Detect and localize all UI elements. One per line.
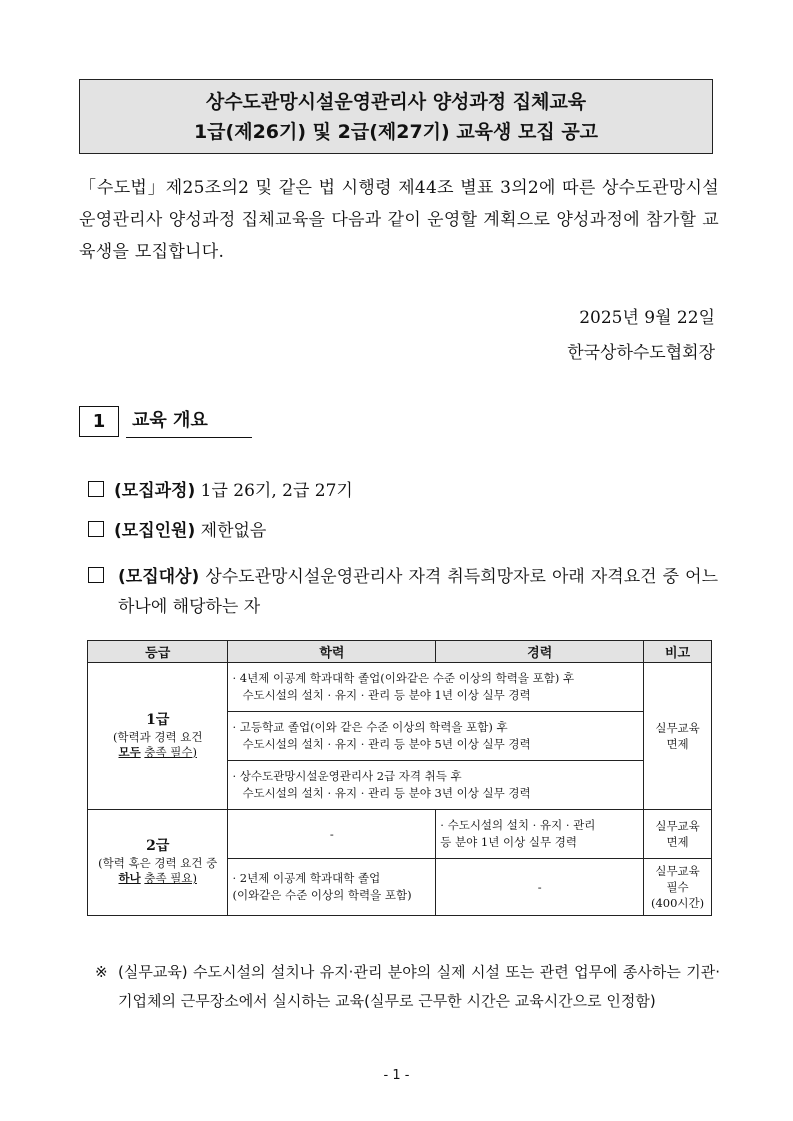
title-line-2: 1급(제26기) 및 2급(제27기) 교육생 모집 공고 (193, 121, 599, 143)
grade2-note-1 (644, 810, 712, 859)
grade1-req-3 (228, 761, 644, 810)
grade2-edu-1: - (228, 810, 436, 859)
note-line: 면제 (666, 835, 689, 849)
grade2-cond-post: 충족 필요) (144, 871, 197, 885)
header-experience: 경력 (436, 641, 644, 663)
note-line: (400시간) (650, 896, 705, 910)
grade2-cond-em: 하나 (118, 871, 141, 885)
notice-date: 2025년 9월 22일 (579, 308, 715, 328)
item-text: 제한없음 (200, 521, 267, 541)
footnote-text: (실무교육) 수도시설의 설치나 유지·관리 분야의 실제 시설 또는 관련 업무에 종사하는 기관·기업체의 근무장소에서 실시하는 교육(실무로 근무한 시간은 교육시간으로 인정함) (118, 963, 720, 1010)
header-education: 학력 (228, 641, 436, 663)
req-line: · 상수도관망시설운영관리사 2급 자격 취득 후 (232, 769, 462, 783)
header-grade: 등급 (88, 641, 228, 663)
grade1-cond-post: 충족 필수) (144, 744, 197, 759)
eligibility-table (87, 640, 712, 916)
edu-line: · 2년제 이공계 학과대학 졸업 (232, 871, 381, 885)
notice-title (79, 79, 713, 154)
checkbox-icon (88, 481, 104, 497)
table-row (88, 810, 712, 859)
req-line: · 4년제 이공계 학과대학 졸업(이와같은 수준 이상의 학력을 포함) 후 (232, 671, 575, 685)
item-label: (모집대상) (118, 567, 200, 587)
req-line: 수도시설의 설치 · 유지 · 관리 등 분야 1년 이상 실무 경력 (242, 688, 531, 702)
note-line: 실무교육 (655, 721, 700, 735)
issuer: 한국상하수도협회장 (567, 343, 715, 363)
header-note: 비고 (644, 641, 712, 663)
note-line: 실무교육 (655, 819, 700, 833)
title-line-1: 상수도관망시설운영관리사 양성과정 집체교육 (205, 91, 587, 113)
grade1-note (644, 663, 712, 810)
exp-line: · 수도시설의 설치 · 유지 · 관리 (440, 818, 596, 832)
table-row (88, 663, 712, 712)
intro-paragraph: 「수도법」제25조의2 및 같은 법 시행령 제44조 별표 3의2에 따른 상수도관망시설운영관리사 양성과정 집체교육을 다음과 같이 운영할 계획으로 양성과정에 참가할 교육생을 모집합니다. (79, 178, 719, 262)
edu-line: (이와같은 수준 이상의 학력을 포함) (232, 888, 412, 902)
section-number: 1 (79, 406, 119, 437)
item-text: 상수도관망시설운영관리사 자격 취득희망자로 아래 자격요건 중 어느 하나에 해당하는 자 (118, 567, 718, 617)
table-header-row (88, 641, 712, 663)
footnote (95, 958, 720, 1016)
section-title: 교육 개요 (126, 405, 252, 438)
grade2-cell (88, 810, 228, 916)
grade1-cond-pre: (학력과 경력 요건 (112, 729, 203, 744)
item-label: (모집과정) (114, 481, 196, 501)
grade2-cond-pre: (학력 혹은 경력 요건 중 (98, 856, 218, 870)
req-line: 수도시설의 설치 · 유지 · 관리 등 분야 5년 이상 실무 경력 (242, 737, 531, 751)
req-line: 수도시설의 설치 · 유지 · 관리 등 분야 3년 이상 실무 경력 (242, 786, 531, 800)
list-item-course (88, 476, 353, 506)
grade2-note-2 (644, 859, 712, 916)
list-item-quota (88, 516, 266, 546)
reference-mark: ※ (95, 963, 108, 981)
checkbox-icon (88, 521, 104, 537)
grade2-name: 2급 (146, 838, 170, 854)
exp-line: 등 분야 1년 이상 실무 경력 (440, 835, 577, 849)
item-label: (모집인원) (114, 521, 196, 541)
note-line: 필수 (666, 880, 689, 894)
grade2-exp-2: - (436, 859, 644, 916)
checkbox-icon (88, 567, 104, 583)
grade1-req-1 (228, 663, 644, 712)
page-number: - 1 - (383, 1068, 410, 1083)
grade1-req-2 (228, 712, 644, 761)
grade1-cell (88, 663, 228, 810)
list-item-target (88, 562, 718, 622)
note-line: 실무교육 (655, 864, 700, 878)
grade1-name: 1급 (146, 711, 170, 728)
grade1-cond-em: 모두 (118, 744, 141, 759)
item-text: 1급 26기, 2급 27기 (200, 481, 353, 501)
grade2-edu-2 (228, 859, 436, 916)
req-line: · 고등학교 졸업(이와 같은 수준 이상의 학력을 포함) 후 (232, 720, 508, 734)
grade2-exp-1 (436, 810, 644, 859)
note-line: 면제 (666, 737, 689, 751)
